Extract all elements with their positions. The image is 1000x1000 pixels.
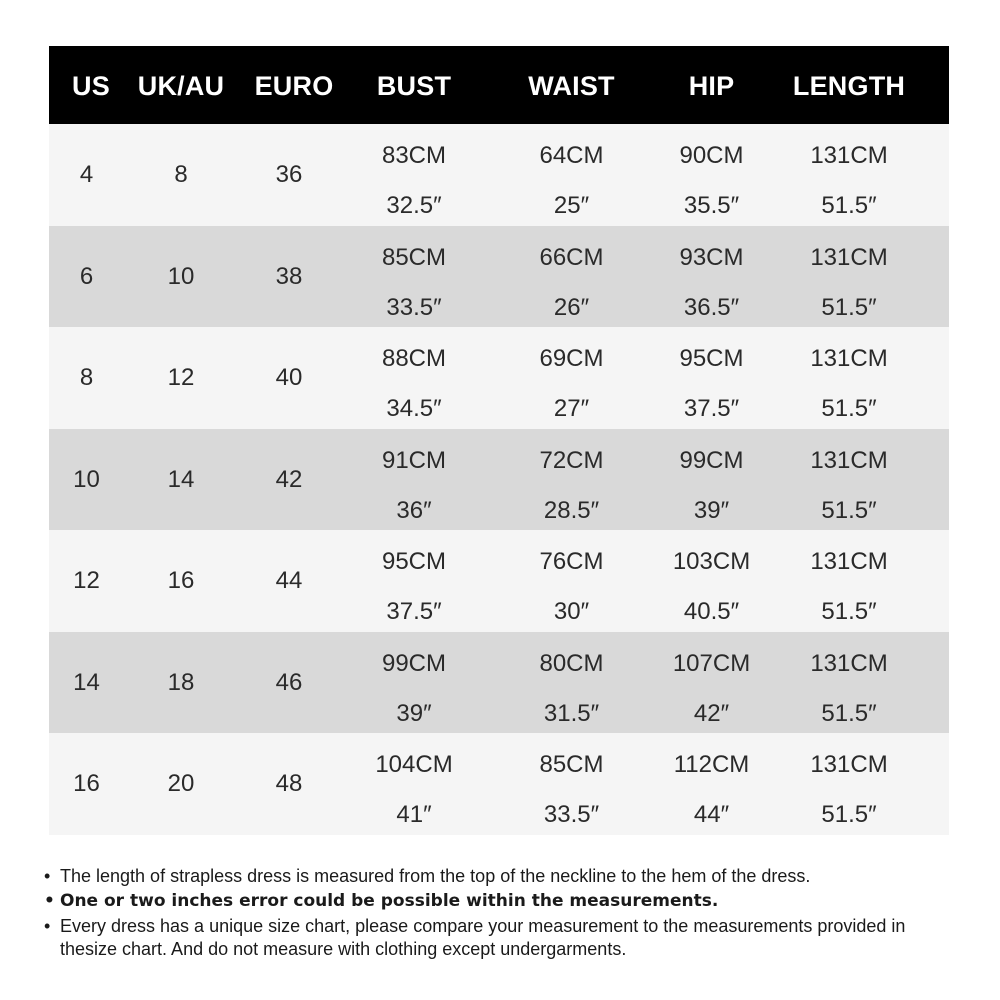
size-notes xyxy=(44,865,944,961)
cell-length xyxy=(784,226,914,328)
cell-euro: 48 xyxy=(275,770,303,797)
cell-bust-cm: 95CM xyxy=(381,548,447,575)
cell-hip-cm: 112CM xyxy=(673,751,750,778)
cell-length-inches: 51.5″ xyxy=(821,496,877,524)
cell-length xyxy=(784,327,914,429)
cell-length-cm: 131CM xyxy=(810,751,888,778)
cell-waist-inches: 25″ xyxy=(553,192,590,219)
cell-hip-inches: 40.5″ xyxy=(683,598,740,625)
cell-length-inches: 51.5″ xyxy=(821,699,877,727)
cell-bust xyxy=(359,226,469,328)
cell-bust-inches: 41″ xyxy=(396,801,432,828)
header-bust: BUST xyxy=(376,71,452,101)
cell-length-cm: 131CM xyxy=(810,142,888,169)
cell-bust xyxy=(359,327,469,429)
header-waist: WAIST xyxy=(528,71,615,101)
cell-bust-inches: 34.5″ xyxy=(386,395,442,422)
cell-us: 14 xyxy=(73,668,100,696)
note-text: One or two inches error could be possible within the measurements. xyxy=(60,891,719,911)
cell-waist-cm: 80CM xyxy=(539,649,604,677)
cell-length-cm: 131CM xyxy=(810,446,888,474)
cell-bust-inches: 36″ xyxy=(396,496,432,524)
cell-hip-inches: 39″ xyxy=(693,496,730,524)
cell-hip-cm: 93CM xyxy=(679,243,744,271)
cell-bust xyxy=(359,124,469,226)
cell-waist-cm: 85CM xyxy=(539,751,604,778)
cell-hip-inches: 44″ xyxy=(693,801,730,828)
cell-waist-inches: 26″ xyxy=(553,293,590,321)
cell-length xyxy=(784,733,914,835)
header-uk-au: UK/AU xyxy=(137,71,225,101)
table-row xyxy=(49,429,949,531)
cell-length xyxy=(784,530,914,632)
cell-euro: 44 xyxy=(275,567,303,594)
cell-length xyxy=(784,124,914,226)
cell-hip xyxy=(654,226,769,328)
cell-waist xyxy=(514,327,629,429)
cell-uk-au: 14 xyxy=(167,465,195,493)
cell-hip-inches: 37.5″ xyxy=(683,395,740,422)
cell-length-cm: 131CM xyxy=(810,243,888,271)
cell-waist xyxy=(514,124,629,226)
cell-bust-inches: 33.5″ xyxy=(386,293,442,321)
cell-bust-cm: 88CM xyxy=(381,345,447,372)
cell-waist-inches: 30″ xyxy=(553,598,590,625)
table-header xyxy=(49,46,949,124)
cell-waist-cm: 66CM xyxy=(539,243,604,271)
cell-waist-cm: 76CM xyxy=(539,548,604,575)
cell-waist-cm: 69CM xyxy=(539,345,604,372)
cell-hip xyxy=(654,530,769,632)
cell-hip-cm: 95CM xyxy=(679,345,744,372)
header-length: LENGTH xyxy=(792,71,906,101)
cell-hip xyxy=(654,327,769,429)
note-text: Every dress has a unique size chart, please compare your measurement to the measurements provided in thesize chart. And do not measure with clothing except undergarments. xyxy=(60,916,906,959)
note-item xyxy=(44,865,944,888)
cell-waist-cm: 72CM xyxy=(539,446,604,474)
cell-waist xyxy=(514,429,629,531)
cell-hip-inches: 42″ xyxy=(693,699,730,727)
note-item xyxy=(44,915,944,961)
cell-hip xyxy=(654,632,769,734)
table-row xyxy=(49,733,949,835)
cell-euro: 40 xyxy=(275,364,303,391)
cell-bust-cm: 104CM xyxy=(375,751,453,778)
cell-length-inches: 51.5″ xyxy=(821,293,877,321)
table-row xyxy=(49,124,949,226)
cell-waist-inches: 33.5″ xyxy=(543,801,600,828)
cell-euro: 46 xyxy=(275,668,303,696)
cell-us: 6 xyxy=(79,262,94,290)
cell-bust-inches: 37.5″ xyxy=(386,598,442,625)
cell-length-cm: 131CM xyxy=(810,548,888,575)
cell-waist-inches: 27″ xyxy=(553,395,590,422)
size-chart-table xyxy=(49,46,949,835)
cell-us: 16 xyxy=(73,770,100,797)
cell-uk-au: 16 xyxy=(167,567,195,594)
cell-hip-inches: 35.5″ xyxy=(683,192,740,219)
cell-length xyxy=(784,429,914,531)
cell-bust-cm: 91CM xyxy=(381,446,447,474)
header-us: US xyxy=(72,71,110,101)
cell-waist-cm: 64CM xyxy=(539,142,604,169)
table-row xyxy=(49,226,949,328)
cell-length-inches: 51.5″ xyxy=(821,192,877,219)
cell-bust-cm: 85CM xyxy=(381,243,447,271)
cell-waist xyxy=(514,226,629,328)
cell-us: 4 xyxy=(79,161,94,188)
cell-hip-inches: 36.5″ xyxy=(683,293,740,321)
cell-bust xyxy=(359,429,469,531)
cell-bust-cm: 83CM xyxy=(381,142,447,169)
cell-bust-inches: 39″ xyxy=(396,699,432,727)
cell-bust xyxy=(359,530,469,632)
cell-hip xyxy=(654,429,769,531)
note-item-bold xyxy=(44,890,944,913)
cell-us: 10 xyxy=(73,465,100,493)
cell-uk-au: 20 xyxy=(167,770,195,797)
cell-bust xyxy=(359,632,469,734)
cell-uk-au: 10 xyxy=(167,262,195,290)
bullet: • xyxy=(44,866,51,886)
cell-uk-au: 8 xyxy=(174,161,188,188)
cell-hip-cm: 90CM xyxy=(679,142,744,169)
cell-us: 8 xyxy=(79,364,94,391)
cell-euro: 36 xyxy=(275,161,303,188)
cell-uk-au: 12 xyxy=(167,364,195,391)
cell-euro: 38 xyxy=(275,262,303,290)
cell-waist xyxy=(514,733,629,835)
cell-length xyxy=(784,632,914,734)
cell-length-inches: 51.5″ xyxy=(821,395,877,422)
cell-hip-cm: 107CM xyxy=(672,649,751,677)
cell-waist-inches: 28.5″ xyxy=(543,496,600,524)
note-text: The length of strapless dress is measured from the top of the neckline to the hem of the dress. xyxy=(60,866,811,886)
cell-waist-inches: 31.5″ xyxy=(543,699,600,727)
cell-hip xyxy=(654,733,769,835)
cell-bust xyxy=(359,733,469,835)
header-euro: EURO xyxy=(254,71,334,101)
cell-us: 12 xyxy=(73,567,100,594)
cell-hip-cm: 103CM xyxy=(672,548,751,575)
cell-waist xyxy=(514,530,629,632)
cell-hip xyxy=(654,124,769,226)
table-row xyxy=(49,632,949,734)
cell-bust-cm: 99CM xyxy=(381,649,447,677)
cell-length-cm: 131CM xyxy=(810,345,888,372)
cell-euro: 42 xyxy=(275,465,303,493)
cell-length-inches: 51.5″ xyxy=(821,598,877,625)
table-row xyxy=(49,530,949,632)
cell-length-inches: 51.5″ xyxy=(821,801,877,828)
cell-waist xyxy=(514,632,629,734)
cell-length-cm: 131CM xyxy=(810,649,888,677)
cell-uk-au: 18 xyxy=(167,668,195,696)
cell-hip-cm: 99CM xyxy=(679,446,744,474)
cell-bust-inches: 32.5″ xyxy=(386,192,442,219)
header-hip: HIP xyxy=(688,71,735,101)
bullet: • xyxy=(44,916,51,936)
bullet: • xyxy=(44,891,55,911)
table-body xyxy=(49,124,949,835)
table-row xyxy=(49,327,949,429)
